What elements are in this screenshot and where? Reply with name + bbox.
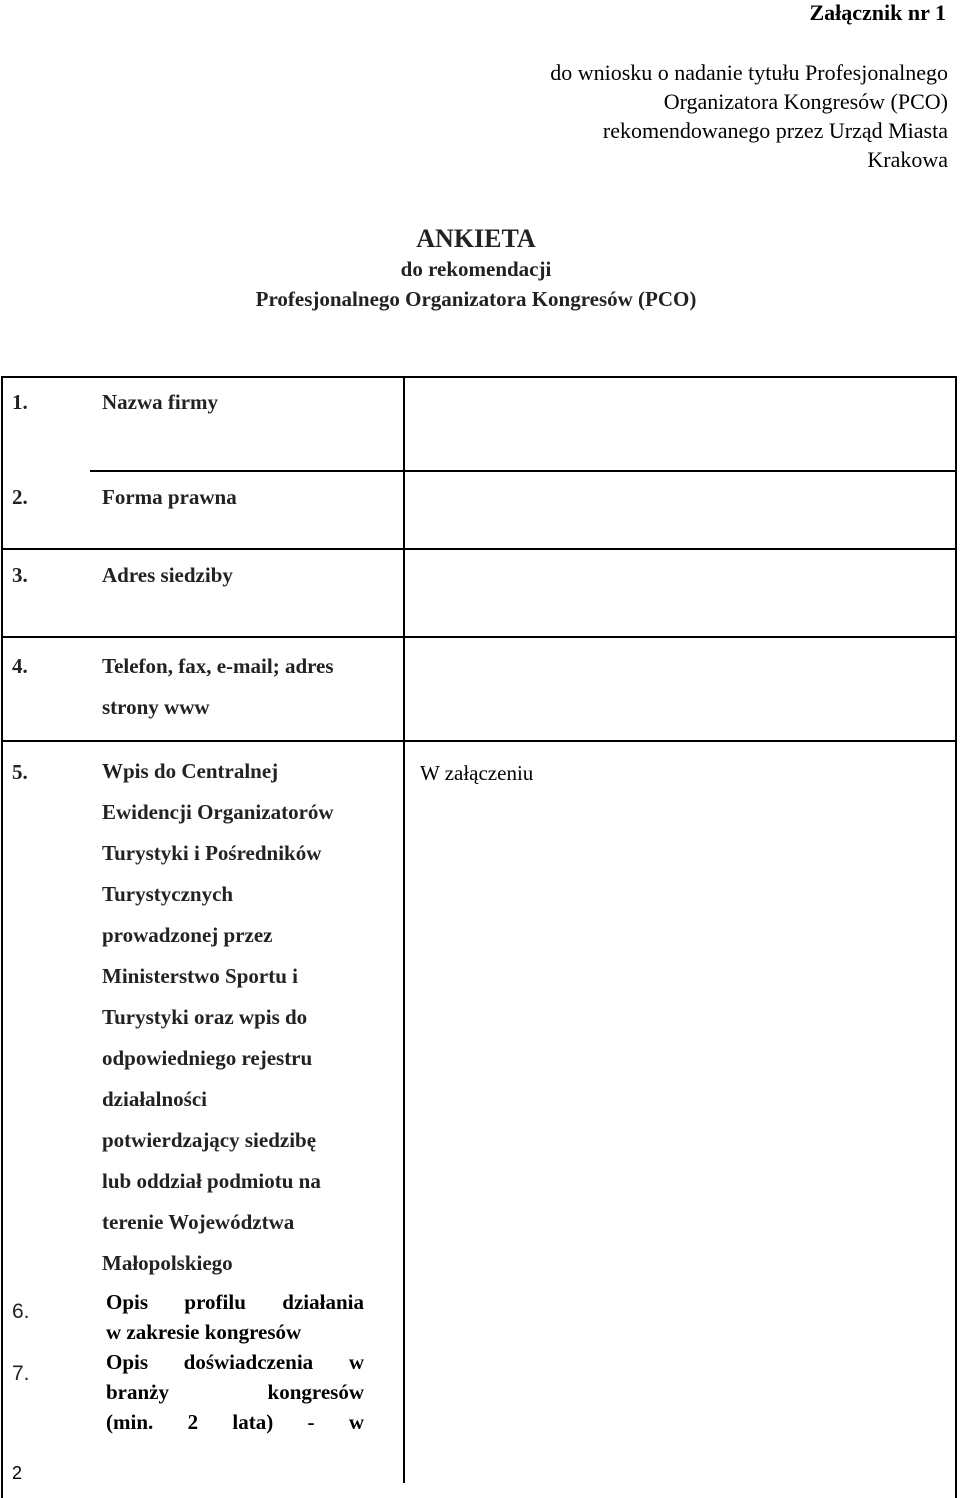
heading-line: Profesjonalnego Organizatora Kongresów (PCO)	[255, 287, 697, 311]
row-number: 5.	[12, 760, 28, 784]
row-label-line: Wpis do Centralnej	[102, 759, 279, 783]
form-heading	[0, 224, 952, 314]
row-label: Adres siedziby	[102, 563, 233, 587]
row-number: 7.	[12, 1362, 30, 1385]
row-label-line: potwierdzający siedzibę	[102, 1128, 317, 1152]
row-label-line: Turystyki i Pośredników	[102, 841, 322, 865]
row-label-line: branży kongresów	[106, 1380, 364, 1404]
row-label	[102, 751, 334, 1284]
row-label-line: Małopolskiego	[102, 1251, 233, 1275]
heading-line: do rekomendacji	[400, 257, 552, 281]
attachment-label: Załącznik nr 1	[809, 0, 946, 25]
row-label-line: odpowiedniego rejestru	[102, 1046, 313, 1070]
row-number: 4.	[12, 654, 28, 678]
row-number: 3.	[12, 563, 28, 587]
table-row-divider	[1, 740, 957, 742]
subtitle-line: Krakowa	[867, 147, 948, 172]
table-row-divider	[1, 548, 957, 550]
row-label	[102, 646, 334, 728]
subtitle-line: Organizatora Kongresów (PCO)	[663, 89, 948, 114]
row-label-line: Ewidencji Organizatorów	[102, 800, 334, 824]
row-label-line: lub oddział podmiotu na	[102, 1169, 321, 1193]
row-label	[106, 1347, 364, 1437]
row-label-line: Opis doświadczenia w	[106, 1350, 364, 1374]
row-label	[106, 1287, 364, 1347]
row-number: 1.	[12, 390, 28, 414]
row-number: 6.	[12, 1300, 30, 1323]
row-label-line: Turystyki oraz wpis do	[102, 1005, 308, 1029]
subtitle	[550, 58, 948, 174]
row-label-line: Ministerstwo Sportu i	[102, 964, 298, 988]
row-number: 2.	[12, 485, 28, 509]
table-row-divider	[1, 636, 957, 638]
heading-title: ANKIETA	[416, 224, 536, 253]
row-label-line: działalności	[102, 1087, 208, 1111]
row-label: Forma prawna	[102, 485, 237, 509]
row-label-line: Opis profilu działania	[106, 1290, 364, 1314]
row-label: Nazwa firmy	[102, 390, 219, 414]
row-label-line: prowadzonej przez	[102, 923, 273, 947]
table-row-divider	[90, 470, 957, 472]
subtitle-line: rekomendowanego przez Urząd Miasta	[602, 118, 948, 143]
row-label-line: Telefon, fax, e-mail; adres	[102, 654, 334, 678]
row-label-line: strony www	[102, 695, 210, 719]
row-label-line: w zakresie kongresów	[106, 1320, 302, 1344]
row-label-line: terenie Województwa	[102, 1210, 295, 1234]
row-label-line: (min. 2 lata) - w	[106, 1410, 364, 1434]
subtitle-line: do wniosku o nadanie tytułu Profesjonalnego	[550, 60, 948, 85]
table-column-divider	[403, 376, 405, 1483]
row-value[interactable]: W załączeniu	[420, 761, 534, 785]
row-label-line: Turystycznych	[102, 882, 234, 906]
page-number: 2	[12, 1463, 23, 1483]
